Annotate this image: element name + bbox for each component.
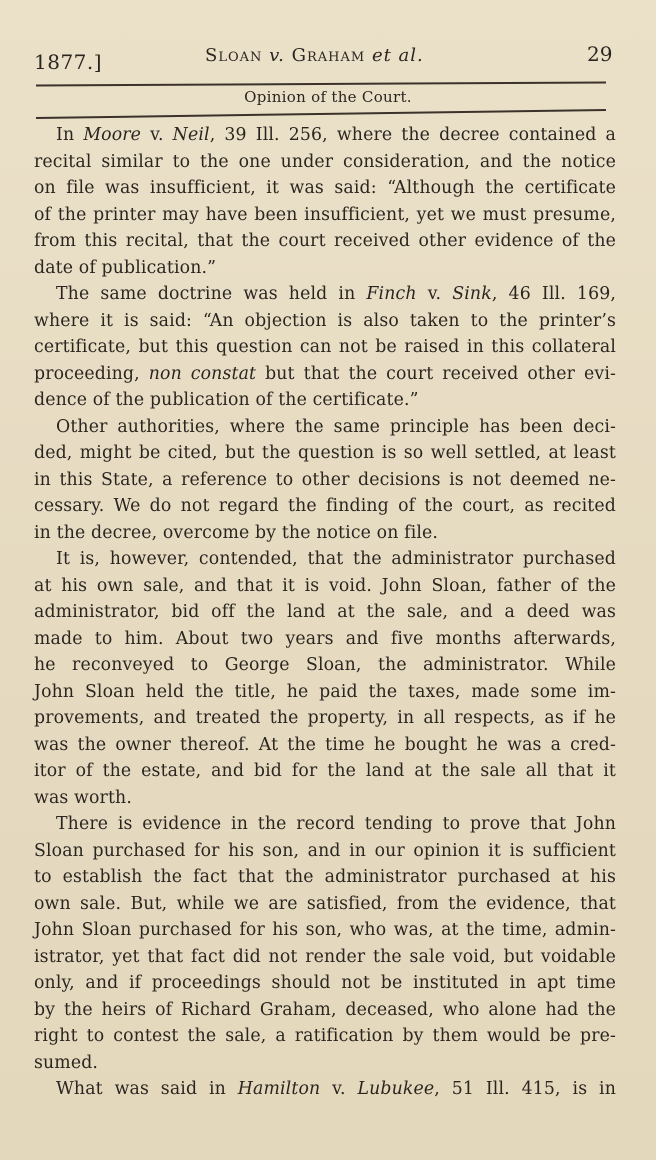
text-run: istrator, yet that fact did not render the sale void, but voidable: [34, 946, 616, 967]
text-line: [34, 758, 616, 785]
text-run: It is, however, contended, that the administrator purchased: [56, 549, 616, 569]
opinion-body-text: [34, 122, 616, 1103]
text-run: only, and if proceedings should not be instituted in apt time: [34, 973, 616, 993]
text-run: v.: [320, 1079, 358, 1099]
text-run: in the decree, overcome by the notice on file.: [34, 522, 439, 543]
text-run: right to contest the sale, a ratification by them would be pre-: [34, 1026, 616, 1046]
text-line: [34, 599, 616, 626]
text-run: provements, and treated the property, in all respects, as if he: [34, 708, 616, 728]
text-line: [34, 705, 616, 732]
text-line: [34, 944, 616, 971]
text-run: ded, might be cited, but the question is so well settled, at least: [34, 443, 616, 463]
text-line: [34, 1076, 616, 1103]
italic-case-name: Moore: [83, 125, 142, 145]
text-run: proceeding,: [34, 363, 149, 384]
text-line: [34, 175, 616, 202]
text-run: to establish the fact that the administrator purchased at his: [34, 867, 616, 887]
section-subtitle: Opinion of the Court.: [244, 88, 412, 106]
text-line: [34, 546, 616, 573]
title-et-al: et al.: [371, 45, 424, 66]
subtitle-rule: [36, 109, 606, 119]
text-run: at his own sale, and that it is void. John Sloan, father of the: [34, 575, 616, 596]
italic-case-name: non constat: [148, 363, 257, 384]
text-line: [34, 838, 616, 865]
text-run: , 51 Ill. 415, is in: [434, 1079, 617, 1099]
title-party-left: Sloan: [205, 45, 263, 66]
text-run: , 39 Ill. 256, where the decree contained a: [209, 125, 616, 145]
text-line: [34, 679, 616, 706]
text-line: [34, 917, 616, 944]
text-run: cessary. We do not regard the finding of the court, as recited: [34, 496, 616, 516]
page-number: 29: [587, 42, 613, 66]
text-run: own sale. But, while we are satisfied, from the evidence, that: [34, 893, 616, 914]
text-line: [34, 811, 616, 838]
text-line: [34, 149, 616, 176]
text-run: In: [56, 125, 84, 145]
text-run: v.: [141, 125, 173, 145]
text-line: [34, 228, 616, 255]
italic-case-name: Sink: [452, 284, 492, 304]
text-line: [34, 573, 616, 600]
text-line: [34, 652, 616, 679]
text-line: [34, 202, 616, 229]
text-run: itor of the estate, and bid for the land at the sale all that it: [34, 761, 616, 781]
text-line: [34, 520, 616, 547]
italic-case-name: Hamilton: [237, 1079, 321, 1099]
text-line: [34, 281, 616, 308]
header-rule: [36, 82, 606, 87]
text-run: dence of the publication of the certificate.”: [34, 390, 419, 410]
text-line: [34, 997, 616, 1024]
text-line: [34, 891, 616, 918]
text-line: [34, 255, 616, 282]
text-line: [34, 308, 616, 335]
text-run: date of publication.”: [34, 257, 217, 278]
italic-case-name: Neil: [172, 125, 210, 145]
text-run: Other authorities, where the same principle has been deci-: [56, 416, 616, 437]
text-run: by the heirs of Richard Graham, deceased, who alone had the: [34, 999, 616, 1020]
text-run: was worth.: [34, 787, 132, 808]
text-line: [34, 785, 616, 812]
text-run: , 46 Ill. 169,: [491, 284, 616, 304]
text-run: where it is said: “An objection is also taken to the printer’s: [34, 310, 616, 331]
text-line: [34, 361, 616, 388]
running-head-title: [205, 45, 424, 66]
text-run: he reconveyed to George Sloan, the administrator. While: [34, 655, 616, 675]
text-line: [34, 387, 616, 414]
running-head-year: 1877.]: [34, 50, 103, 74]
text-run: There is evidence in the record tending to prove that John: [56, 814, 616, 834]
text-run: on file was insufficient, it was said: “Although the certificate: [34, 178, 616, 198]
text-run: certificate, but this question can not be raised in this collateral: [34, 337, 616, 357]
text-run: in this State, a reference to other decisions is not deemed ne-: [34, 469, 616, 490]
text-line: [34, 1023, 616, 1050]
text-run: Sloan purchased for his son, and in our opinion it is sufficient: [34, 840, 616, 861]
text-line: [34, 864, 616, 891]
text-run: recital similar to the one under consideration, and the notice: [34, 151, 616, 172]
text-run: of the printer may have been insufficient, yet we must presume,: [34, 204, 616, 225]
text-run: sumed.: [34, 1052, 99, 1073]
text-run: administrator, bid off the land at the sale, and a deed was: [34, 602, 616, 622]
text-line: [34, 626, 616, 653]
text-line: [34, 440, 616, 467]
text-line: [34, 122, 616, 149]
text-line: [34, 334, 616, 361]
text-run: made to him. About two years and five months afterwards,: [34, 628, 616, 649]
title-versus: v.: [269, 45, 285, 66]
text-line: [34, 1050, 616, 1077]
text-line: [34, 970, 616, 997]
text-run: John Sloan held the title, he paid the taxes, made some im-: [34, 681, 616, 702]
text-line: [34, 414, 616, 441]
text-run: was the owner thereof. At the time he bought he was a cred-: [34, 734, 616, 755]
italic-case-name: Finch: [366, 284, 417, 304]
text-run: v.: [416, 284, 453, 304]
italic-case-name: Lubukee: [357, 1079, 435, 1099]
text-run: What was said in: [56, 1079, 238, 1099]
title-party-right: Graham: [291, 45, 366, 66]
text-line: [34, 467, 616, 494]
text-line: [34, 493, 616, 520]
text-run: The same doctrine was held in: [56, 284, 367, 304]
text-run: but that the court received other evi-: [256, 363, 616, 384]
text-run: from this recital, that the court received other evidence of the: [34, 231, 616, 251]
text-line: [34, 732, 616, 759]
text-run: John Sloan purchased for his son, who was, at the time, admin-: [34, 920, 616, 940]
